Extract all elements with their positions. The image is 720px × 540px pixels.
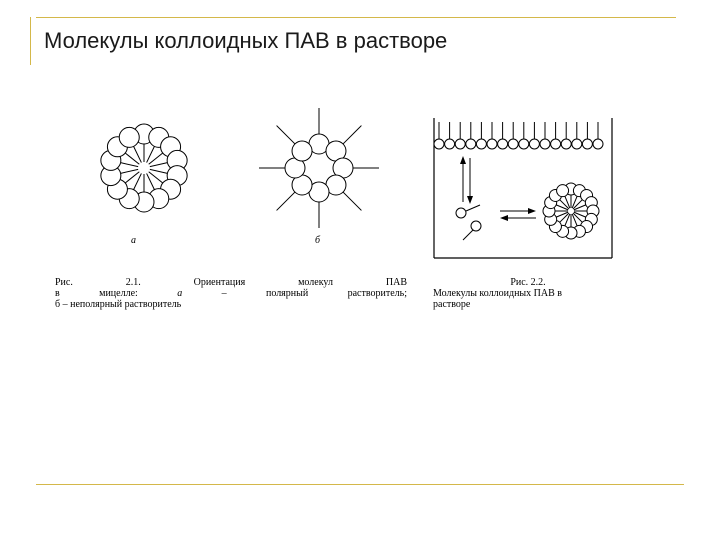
solution-micelle-tail <box>572 214 577 226</box>
monolayer-head <box>487 139 497 149</box>
monolayer-head <box>593 139 603 149</box>
slide-title: Молекулы коллоидных ПАВ в растворе <box>44 28 448 53</box>
monolayer-head <box>508 139 518 149</box>
free-molecule-head <box>456 208 466 218</box>
monolayer-head <box>529 139 539 149</box>
monolayer-head <box>561 139 571 149</box>
micelle-a-tail <box>121 163 139 167</box>
solution-micelle-tail <box>572 196 577 208</box>
micelle-a-tail <box>150 163 168 167</box>
label-a: а <box>131 235 136 246</box>
arrow-down-head <box>467 196 473 204</box>
monolayer-head <box>572 139 582 149</box>
micelle-a-head <box>119 127 139 147</box>
arrow-left-head <box>500 215 508 221</box>
monolayer-head <box>540 139 550 149</box>
caption-2-1-row1: Рис. 2.1. Ориентация молекул ПАВ <box>55 277 407 288</box>
micelle-b-tail <box>343 192 361 210</box>
micelle-b-tail <box>277 192 295 210</box>
monolayer-head <box>466 139 476 149</box>
monolayer-head <box>445 139 455 149</box>
caption-2-1-row2: в мицелле: а – полярный растворитель; <box>55 288 407 299</box>
solution-micelle-tail <box>565 196 570 208</box>
monolayer-head <box>434 139 444 149</box>
arrow-right-head <box>528 208 536 214</box>
solution-micelle-tail <box>565 214 570 226</box>
solution-micelle-tail <box>556 205 568 210</box>
free-molecule-tail <box>463 230 473 240</box>
monolayer-head <box>476 139 486 149</box>
micelle-a-tail <box>150 169 168 173</box>
solution-micelle-tail <box>573 213 582 222</box>
micelle-nonpolar-diagram <box>259 108 379 228</box>
solution-micelle-tail <box>560 213 569 222</box>
micelle-b-tail <box>277 126 295 144</box>
caption-2-1-row3: б – неполярный растворитель <box>55 299 182 310</box>
caption-2-2-line2: растворе <box>433 299 471 310</box>
monolayer-head <box>582 139 592 149</box>
monolayer-head <box>519 139 529 149</box>
caption-2-2-number: Рис. 2.2. <box>510 277 546 288</box>
solution-micelle-tail <box>574 205 586 210</box>
monolayer-head <box>551 139 561 149</box>
micelle-a-tail <box>121 169 139 173</box>
figure-2-1-caption <box>55 277 407 310</box>
solution-micelle-tail <box>574 212 586 217</box>
monolayer-head <box>455 139 465 149</box>
free-molecule-tail <box>466 205 480 211</box>
figure-2-2-caption <box>433 277 623 310</box>
solution-micelle-head <box>557 185 569 197</box>
arrow-up-head <box>460 156 466 164</box>
label-b: б <box>315 235 321 246</box>
solution-micelle-tail <box>573 200 582 209</box>
monolayer-head <box>498 139 508 149</box>
caption-2-2-line1: Молекулы коллоидных ПАВ в <box>433 288 562 299</box>
solution-micelle-tail <box>560 200 569 209</box>
free-molecule-head <box>471 221 481 231</box>
solution-micelle-tail <box>556 212 568 217</box>
micelle-polar-diagram <box>101 124 187 212</box>
micelle-b-head <box>292 141 312 161</box>
solution-diagram <box>434 118 612 258</box>
micelle-b-tail <box>343 126 361 144</box>
